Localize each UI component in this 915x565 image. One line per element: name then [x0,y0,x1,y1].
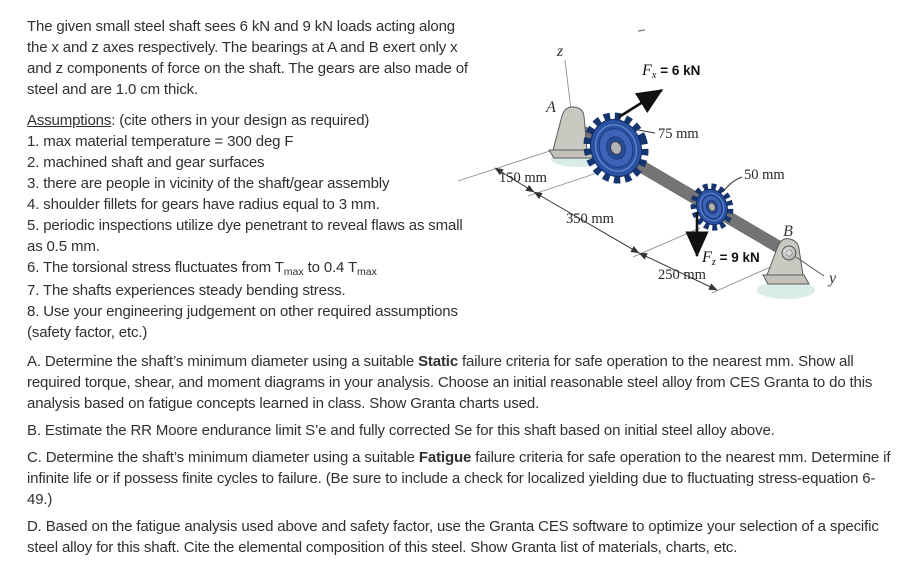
bearing-a-label: A [546,99,556,116]
assumptions-heading: Assumptions: (cite others in your design as required) [27,112,370,129]
gear2-radius-leader [723,177,742,192]
task-paragraph-d: D. Based on the fatigue analysis used above and safety factor, use the Granta CES software to optimize your selection of a specific steel alloy for this shaft. Cite the elemental composition of this steel. Show Granta list of materials, charts, etc. [27,518,879,556]
force-fz-label: Fz = 9 kN [702,249,760,268]
problem-text-column [27,16,475,343]
gear1-radius-label: 75 mm [658,126,699,142]
assumption-item-3: 3. there are people in vicinity of the shaft/gear assembly [27,175,390,192]
shaft-assembly-figure [452,0,915,340]
dim-350mm-label: 350 mm [566,211,614,227]
tasks-section [27,351,895,564]
z-axis-label: z [556,43,564,60]
task-paragraph-b: B. Estimate the RR Moore endurance limit S’e and fully corrected Se for this shaft based on initial steel alloy above. [27,422,775,439]
assumption-item-4: 4. shoulder fillets for gears have radius equal to 3 mm. [27,196,380,213]
gear1-radius-leader [638,130,655,133]
assumption-item-6: 6. The torsional stress fluctuates from $T_{max}$ to 0.4 $T_{max}$ [27,259,377,278]
gear2-radius-label: 50 mm [744,167,785,183]
intro-paragraph: The given small steel shaft sees 6 kN and 9 kN loads acting along the x and z axes respectively. The bearings at A and B exert only x and z components of force on the shaft. The gears are also made of steel and are 1.0 cm thick. [27,18,468,98]
task-paragraph-a: A. Determine the shaft’s minimum diameter using a suitable Static failure criteria for safe operation to the nearest mm. Show all required torque, shear, and moment diagrams in your analysis. Choose an initial reasonable steel alloy from CES Granta to do this analysis based on fatigue concepts learned in class. Show Granta charts used. [27,353,873,412]
z-axis-line [565,60,571,110]
stray-scan-mark [638,30,645,31]
y-axis-label: y [829,270,837,287]
assumption-item-7: 7. The shafts experiences steady bending stress. [27,282,346,299]
force-fx-label: Fx = 6 kN [642,62,701,81]
force-fx-arrow [619,90,662,117]
assumption-item-5: 5. periodic inspections utilize dye penetrant to reveal flaws as small as 0.5 mm. [27,217,463,255]
assumption-item-1: 1. max material temperature = 300 deg F [27,133,294,150]
task-paragraph-c: C. Determine the shaft’s minimum diameter using a suitable Fatigue failure criteria for safe operation to the nearest mm. Determine if infinite life or if possess finite cycles to failure. (Be sure to include a check for localized yielding due to fluctuating stress-equation 6-49.) [27,449,891,508]
dim-250mm-label: 250 mm [658,267,706,283]
dim-150mm-label: 150 mm [499,170,547,186]
bearing-b-label: B [783,223,793,240]
assumption-item-2: 2. machined shaft and gear surfaces [27,154,265,171]
assumption-item-8: 8. Use your engineering judgement on other required assumptions (safety factor, etc.) [27,303,458,341]
